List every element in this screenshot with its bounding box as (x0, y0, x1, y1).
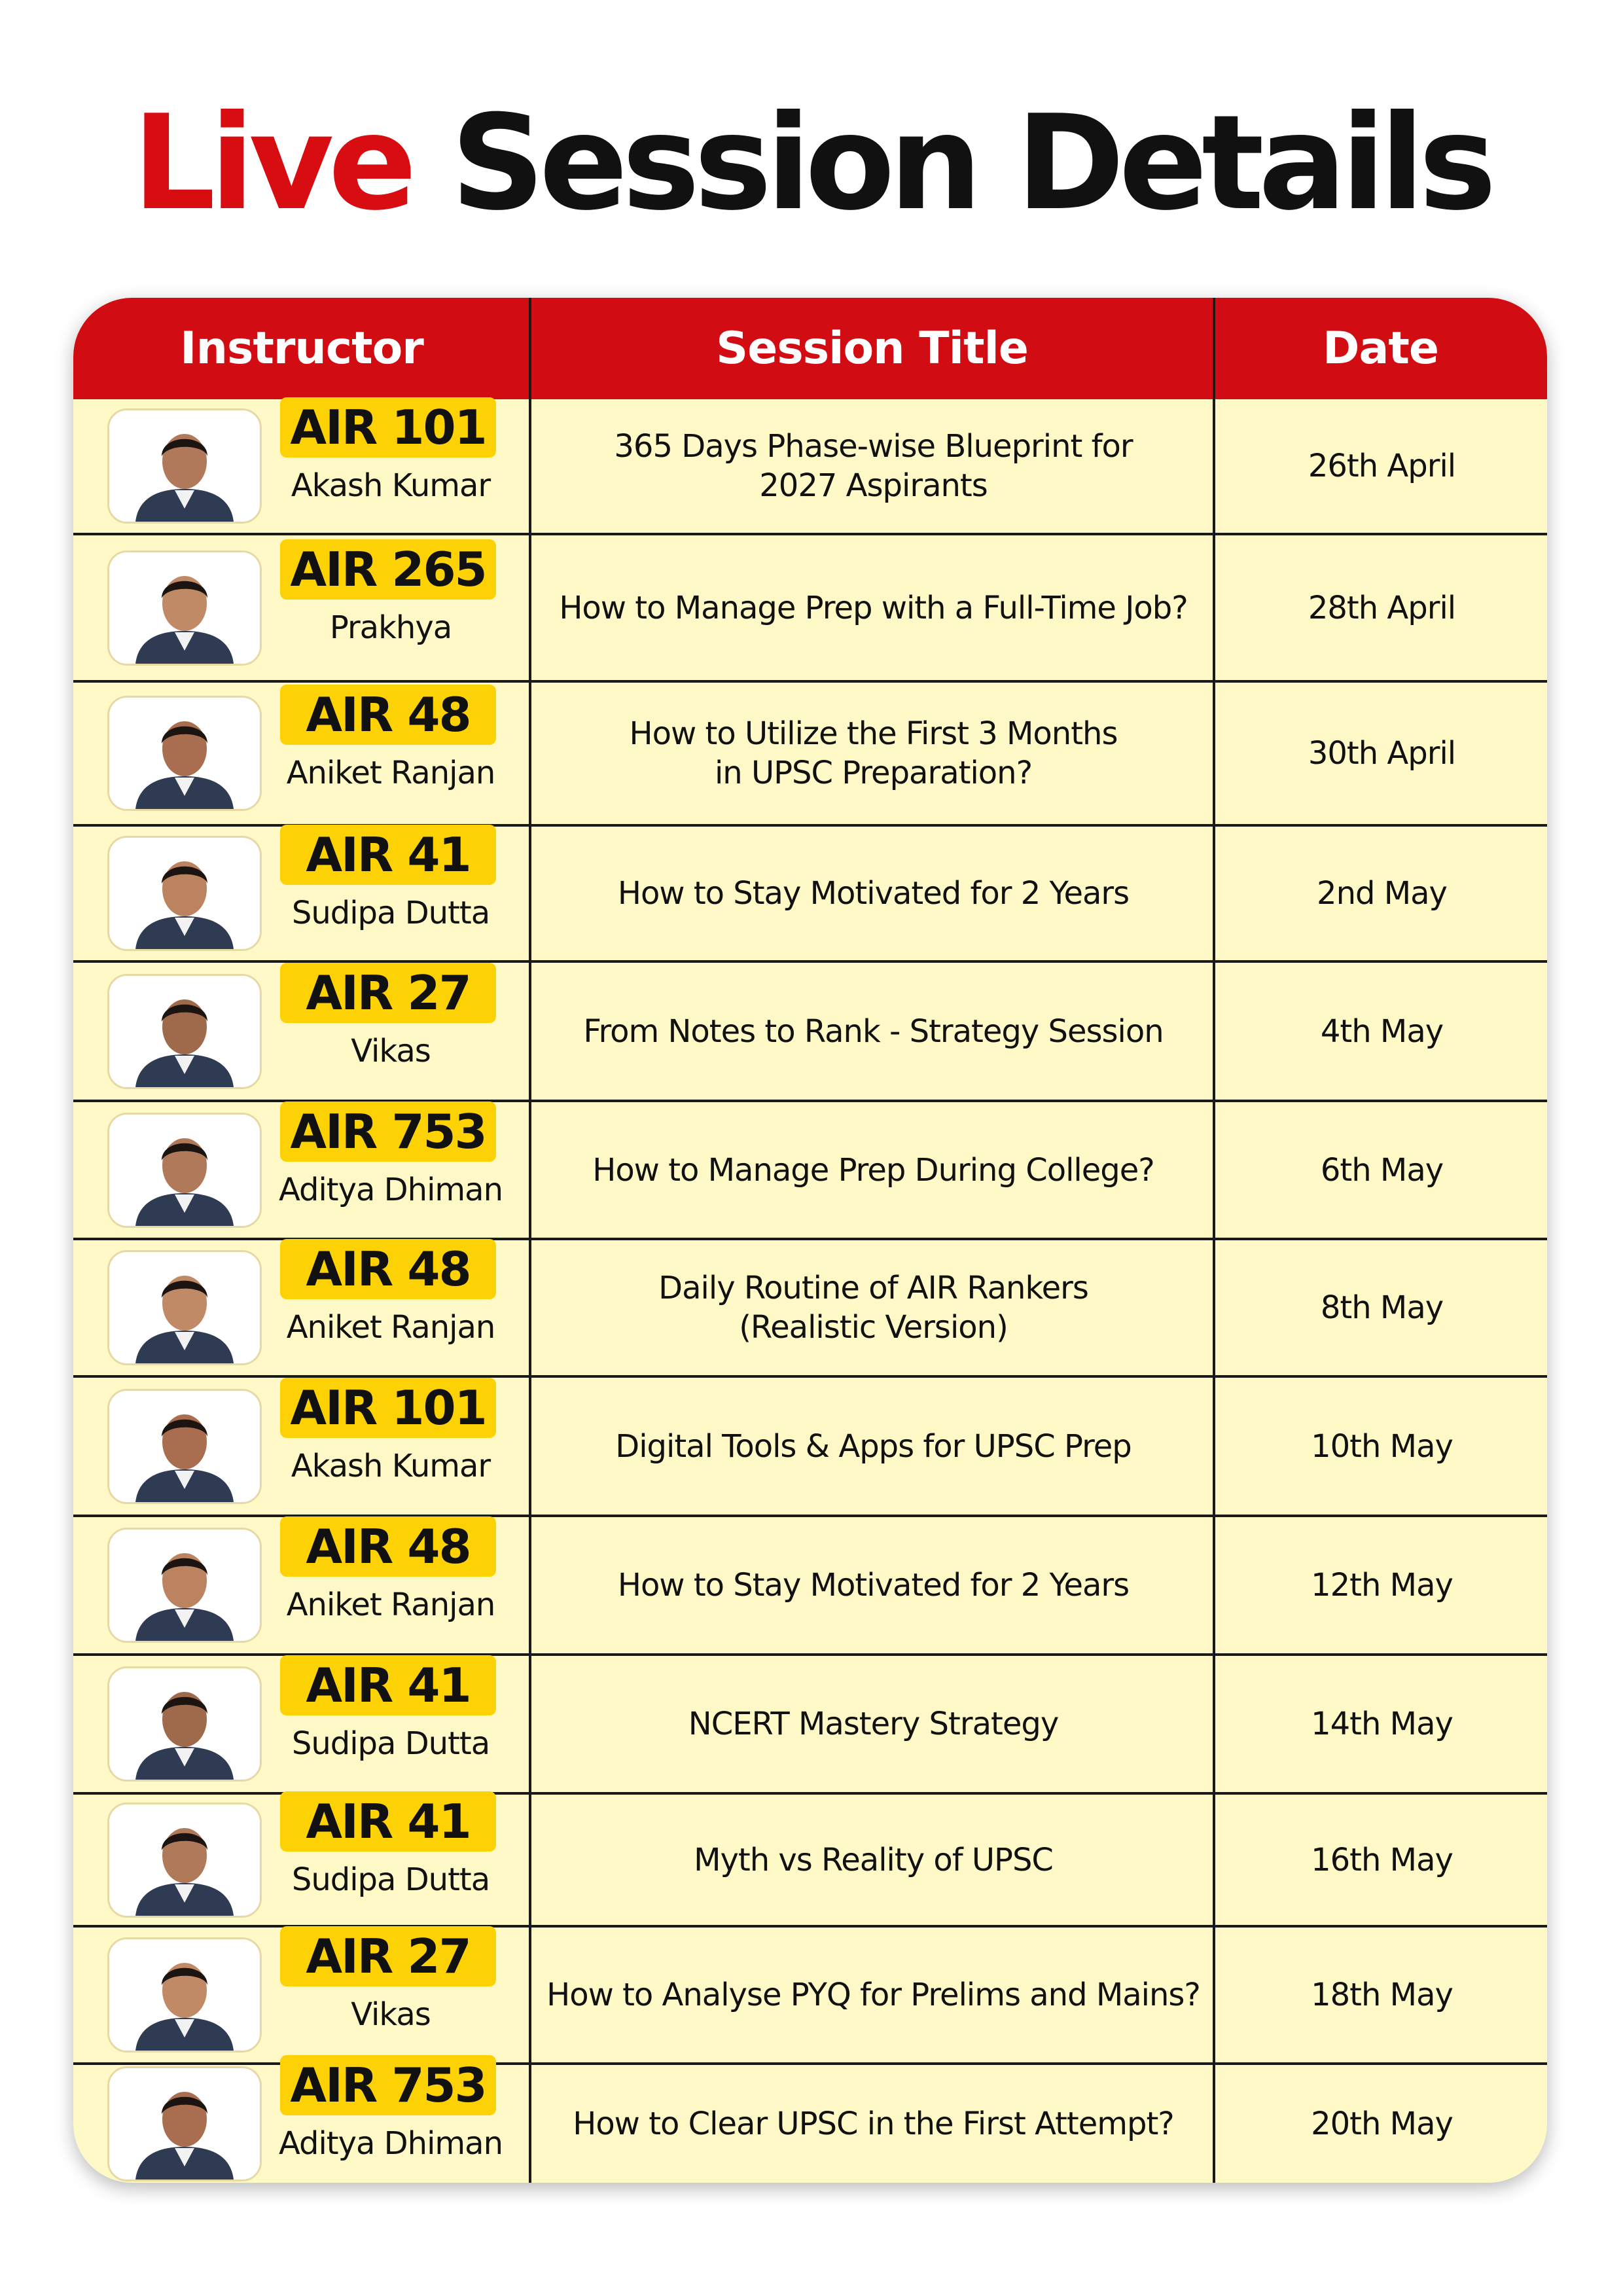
session-date: 4th May (1320, 1013, 1444, 1050)
instructor-cell (73, 399, 530, 533)
column-divider (529, 298, 531, 2183)
rank-badge: AIR 48 (280, 1239, 496, 1299)
instructor-name: Prakhya (329, 609, 452, 646)
table-row (73, 963, 1547, 1102)
session-title: 365 Days Phase-wise Blueprint for 2027 Aspirants (614, 428, 1133, 504)
table-row (73, 683, 1547, 827)
instructor-cell (73, 1102, 530, 1238)
instructor-name: Aniket Ranjan (286, 1309, 495, 1346)
session-date: 18th May (1311, 1977, 1453, 2013)
instructor-photo (107, 974, 262, 1089)
session-date: 16th May (1311, 1841, 1453, 1878)
instructor-photo (107, 1389, 262, 1504)
session-date: 26th April (1308, 448, 1456, 484)
instructor-photo (107, 836, 262, 951)
session-title: How to Stay Motivated for 2 Years (617, 1567, 1130, 1604)
instructor-name: Aniket Ranjan (286, 755, 495, 791)
person-icon (109, 2068, 260, 2179)
session-title: NCERT Mastery Strategy (688, 1706, 1059, 1742)
person-icon (109, 552, 260, 664)
person-icon (109, 410, 260, 522)
title-live: Live (132, 87, 412, 240)
session-date: 28th April (1308, 589, 1456, 626)
instructor-cell (73, 1656, 530, 1792)
rank-badge: AIR 27 (280, 1926, 496, 1986)
table-row (73, 2058, 1547, 2183)
instructor-photo (107, 1937, 262, 2053)
instructor-cell (73, 683, 530, 824)
table-row (73, 1240, 1547, 1378)
rank-badge: AIR 753 (280, 2055, 496, 2115)
person-icon (109, 1391, 260, 1502)
rank-badge: AIR 101 (280, 397, 496, 457)
person-icon (109, 1939, 260, 2051)
instructor-name: Akash Kumar (291, 1447, 491, 1484)
instructor-name: Aditya Dhiman (278, 2125, 503, 2162)
page-title (0, 87, 1623, 240)
instructor-photo (107, 696, 262, 811)
table-row (73, 1102, 1547, 1240)
person-icon (109, 1530, 260, 1641)
table-row (73, 1795, 1547, 1928)
table-row (73, 535, 1547, 683)
rank-badge: AIR 41 (280, 825, 496, 885)
header-session-title: Session Title (716, 323, 1028, 374)
instructor-cell (73, 535, 530, 680)
instructor-cell (73, 1378, 530, 1515)
instructor-name: Sudipa Dutta (291, 1725, 490, 1762)
person-icon (109, 976, 260, 1087)
instructor-photo (107, 550, 262, 666)
rank-badge: AIR 41 (280, 1655, 496, 1715)
instructor-name: Akash Kumar (291, 467, 491, 504)
session-title: How to Manage Prep with a Full-Time Job? (559, 589, 1188, 626)
instructor-cell (73, 2058, 530, 2183)
person-icon (109, 1668, 260, 1780)
session-title: How to Manage Prep During College? (592, 1151, 1154, 1189)
table-row (73, 1517, 1547, 1656)
session-date: 12th May (1311, 1567, 1453, 1604)
session-date: 6th May (1320, 1151, 1444, 1189)
instructor-name: Aniket Ranjan (286, 1587, 495, 1623)
instructor-cell (73, 827, 530, 960)
session-title: Daily Routine of AIR Rankers (Realistic Version) (658, 1270, 1088, 1346)
person-icon (109, 1252, 260, 1363)
instructor-photo (107, 1528, 262, 1643)
session-title: Digital Tools & Apps for UPSC Prep (615, 1427, 1132, 1465)
instructor-name: Aditya Dhiman (278, 1171, 503, 1208)
instructor-photo (107, 1803, 262, 1918)
session-date: 14th May (1311, 1706, 1453, 1742)
session-title: How to Utilize the First 3 Months in UPSC Preparation? (629, 715, 1118, 791)
instructor-cell (73, 963, 530, 1100)
rank-badge: AIR 101 (280, 1378, 496, 1438)
instructor-name: Vikas (351, 1996, 431, 2033)
session-date: 2nd May (1317, 875, 1447, 912)
instructor-photo (107, 408, 262, 524)
session-title: From Notes to Rank - Strategy Session (583, 1013, 1164, 1050)
person-icon (109, 698, 260, 809)
session-title: How to Stay Motivated for 2 Years (617, 875, 1130, 912)
instructor-photo (107, 1250, 262, 1365)
instructor-cell (73, 1928, 530, 2062)
instructor-photo (107, 1113, 262, 1228)
rank-badge: AIR 753 (280, 1102, 496, 1162)
table-row (73, 399, 1547, 535)
table-header (73, 298, 1547, 399)
column-divider (1213, 298, 1215, 2183)
session-title: How to Analyse PYQ for Prelims and Mains? (546, 1977, 1200, 2013)
instructor-name: Sudipa Dutta (291, 1861, 490, 1898)
table-row (73, 1378, 1547, 1517)
session-date: 8th May (1320, 1289, 1444, 1326)
rank-badge: AIR 41 (280, 1791, 496, 1852)
session-date: 20th May (1311, 2106, 1453, 2142)
instructor-name: Vikas (351, 1032, 431, 1069)
person-icon (109, 1804, 260, 1916)
instructor-cell (73, 1240, 530, 1375)
session-title: How to Clear UPSC in the First Attempt? (573, 2106, 1174, 2142)
session-title: Myth vs Reality of UPSC (694, 1841, 1053, 1878)
rank-badge: AIR 265 (280, 539, 496, 600)
instructor-cell (73, 1795, 530, 1925)
instructor-name: Sudipa Dutta (291, 895, 490, 931)
person-icon (109, 838, 260, 949)
table-row (73, 1928, 1547, 2065)
session-date: 10th May (1311, 1427, 1453, 1465)
rank-badge: AIR 27 (280, 963, 496, 1023)
instructor-photo (107, 1666, 262, 1782)
header-instructor: Instructor (180, 323, 423, 374)
instructor-photo (107, 2066, 262, 2181)
person-icon (109, 1115, 260, 1226)
title-rest: Session Details (450, 87, 1491, 240)
header-date: Date (1323, 323, 1438, 374)
session-date: 30th April (1308, 735, 1456, 772)
session-table (73, 298, 1547, 2183)
table-row (73, 827, 1547, 963)
rank-badge: AIR 48 (280, 685, 496, 745)
rank-badge: AIR 48 (280, 1516, 496, 1577)
table-row (73, 1656, 1547, 1795)
instructor-cell (73, 1517, 530, 1653)
